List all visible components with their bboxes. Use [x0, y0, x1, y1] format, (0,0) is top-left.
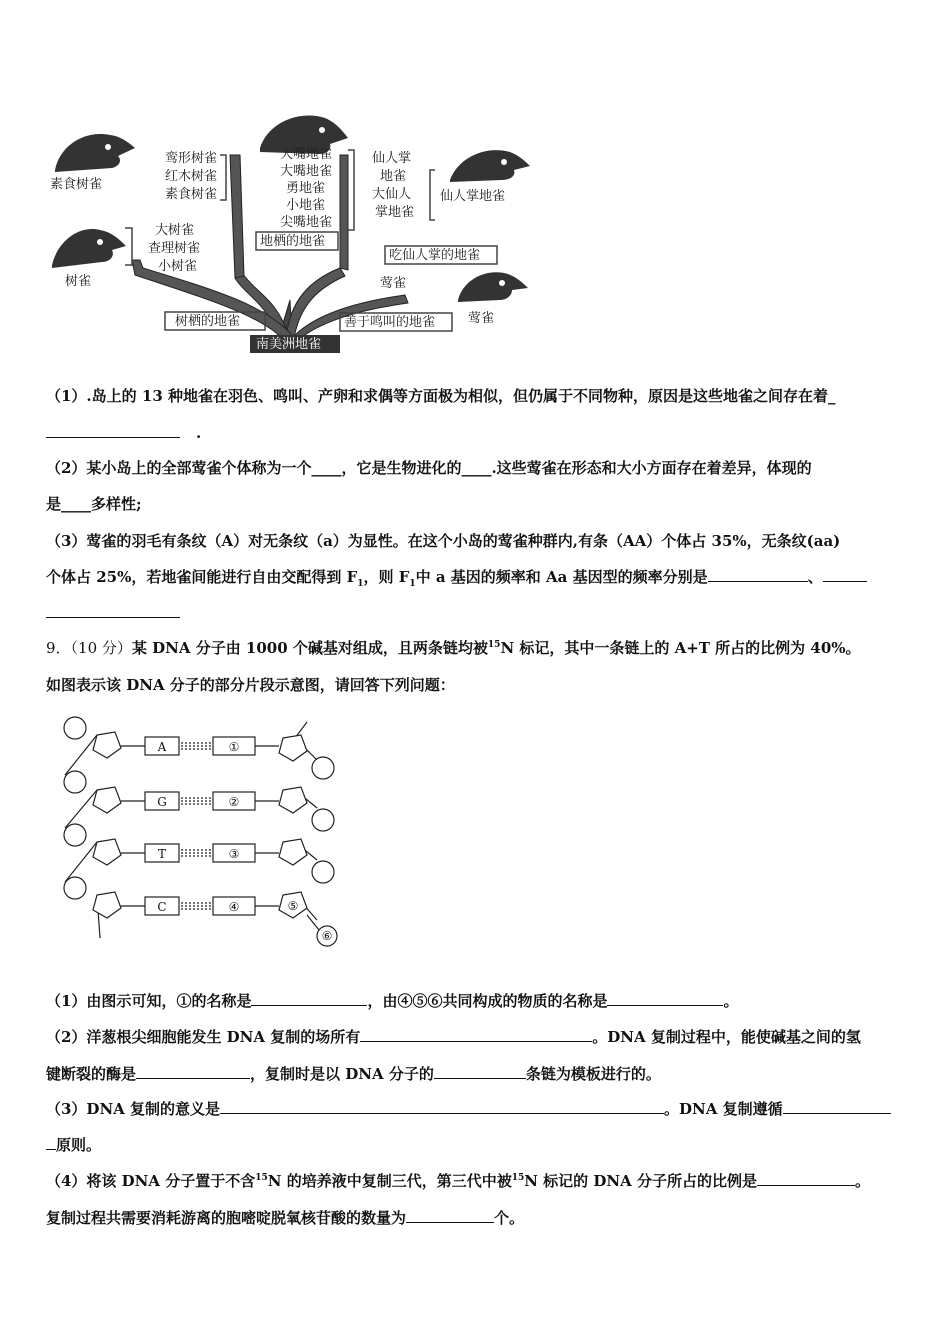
q9-sub4-line2: 复制过程共需要消耗游离的胞嘧啶脱氧核苷酸的数量为 个。 — [46, 1209, 525, 1227]
group-right-2: 地雀 — [380, 169, 407, 184]
group-right-1: 仙人掌 — [372, 151, 412, 166]
base-left-4: C — [157, 900, 167, 914]
finch-evolution-tree-figure — [40, 100, 540, 365]
answer-blank[interactable] — [823, 566, 867, 582]
label-su-shi-shu-que-bird: 素食树雀 — [50, 177, 103, 192]
root-label: 南美洲地雀 — [256, 337, 322, 352]
bird-icon-shu-que — [52, 229, 126, 268]
group-left-mid-3: 小树雀 — [158, 259, 198, 274]
group-left-mid-2: 查理树雀 — [148, 241, 201, 256]
base-left-2: G — [157, 795, 167, 809]
group-center-2: 大嘴地雀 — [280, 164, 333, 179]
group-left-top-3: 素食树雀 — [165, 187, 218, 202]
q9-sub2-line1: （2）洋葱根尖细胞能发生 DNA 复制的场所有 。DNA 复制过程中，能使碱基之间的氢 — [46, 1028, 861, 1046]
group-center-3: 勇地雀 — [286, 181, 326, 196]
group-left-top-1: 鸾形树雀 — [165, 151, 218, 166]
base-left-1: A — [157, 740, 167, 754]
q8-part3-line1: （3）莺雀的羽毛有条纹（A）对无条纹（a）为显性。在这个小岛的莺雀种群内,有条（AA）个体占 35%，无条纹(aa) — [46, 532, 841, 550]
answer-blank[interactable] — [46, 602, 180, 618]
bird-icon-su-shi — [55, 134, 135, 172]
q9-sub4-line1: （4）将该 DNA 分子置于不含$^{15}$N 的培养液中复制三代，第三代中被$^{15}$N 标记的 DNA 分子所占的比例是 。 — [46, 1172, 871, 1190]
base-right-3: ③ — [228, 847, 240, 861]
q9-intro-line2: 如图表示该 DNA 分子的部分片段示意图，请回答下列问题： — [46, 676, 455, 694]
answer-blank[interactable] — [783, 1098, 891, 1114]
answer-blank[interactable] — [434, 1063, 526, 1079]
label-shu-que-bird: 树雀 — [65, 274, 92, 289]
q8-part2-line2: 是____多样性; — [46, 495, 142, 513]
answer-blank[interactable] — [46, 1134, 56, 1150]
group-left-mid-1: 大树雀 — [155, 223, 195, 238]
q9-sub2-line2: 键断裂的酶是 ，复制时是以 DNA 分子的 条链为模板进行的。 — [46, 1065, 661, 1083]
answer-blank[interactable] — [406, 1207, 494, 1223]
q8-part3-line2: 个体占 25%，若地雀间能进行自由交配得到 $F_1$，则 $F_1$中 a 基因的频率和 Aa 基因型的频率分别是 、 — [46, 566, 906, 588]
answer-blank[interactable] — [220, 1098, 664, 1114]
answer-blank[interactable] — [757, 1170, 855, 1186]
label-5: ⑤ — [287, 899, 299, 913]
q9-sub3-line2: 原则。 — [46, 1134, 906, 1156]
q9-sub3-line1: （3）DNA 复制的意义是 。DNA 复制遵循 — [46, 1098, 906, 1120]
group-center-5: 尖嘴地雀 — [280, 215, 333, 230]
box-shu-qi: 树栖的地雀 — [175, 314, 241, 329]
q8-part1-line2: . — [46, 422, 906, 444]
group-center-4: 小地雀 — [286, 198, 326, 213]
q8-part1-line1: （1）.岛上的 13 种地雀在羽色、鸣叫、产卵和求偶等方面极为相似，但仍属于不同物种，原因是这些地雀之间存在着_ — [46, 387, 836, 405]
answer-blank[interactable] — [46, 422, 180, 438]
bird-icon-ying-que — [458, 272, 528, 302]
answer-blank[interactable] — [360, 1026, 592, 1042]
label-xian-ren-zhang-bird: 仙人掌地雀 — [440, 189, 506, 204]
answer-blank[interactable] — [607, 990, 723, 1006]
group-center-1: 大嘴地雀 — [280, 147, 333, 162]
answer-blank[interactable] — [708, 566, 808, 582]
group-right-3: 大仙人 — [372, 187, 412, 202]
q9-intro-line1: 9．（10 分）某 DNA 分子由 1000 个碱基对组成，且两条链均被$^{15}$N 标记，其中一条链上的 A+T 所占的比例为 40%。 — [46, 639, 861, 657]
base-right-1: ① — [228, 740, 240, 754]
label-6: ⑥ — [321, 929, 333, 943]
label-ying-que-bird: 莺雀 — [468, 311, 495, 326]
group-left-top-2: 红木树雀 — [165, 169, 218, 184]
box-xian-ren-zhang: 吃仙人掌的地雀 — [389, 248, 481, 263]
q9-sub1: （1）由图示可知，①的名称是 ，由④⑤⑥共同构成的物质的名称是 。 — [46, 992, 739, 1010]
label-ying-que-branch: 莺雀 — [380, 276, 407, 291]
base-right-2: ② — [228, 795, 240, 809]
answer-blank[interactable] — [136, 1063, 250, 1079]
dna-fragment-diagram — [55, 710, 355, 955]
answer-blank[interactable] — [251, 990, 367, 1006]
box-shan-yu: 善于鸣叫的地雀 — [344, 315, 436, 330]
q8-part2-line1: （2）某小岛上的全部莺雀个体称为一个____，它是生物进化的____.这些莺雀在形态和大小方面存在着差异，体现的 — [46, 459, 812, 477]
base-right-4: ④ — [228, 900, 240, 914]
base-left-3: T — [157, 847, 167, 861]
bird-icon-xian-ren-zhang — [450, 150, 530, 182]
group-right-4: 掌地雀 — [375, 205, 415, 220]
box-di-qi: 地栖的地雀 — [260, 234, 326, 249]
q8-part3-line3 — [46, 602, 906, 624]
